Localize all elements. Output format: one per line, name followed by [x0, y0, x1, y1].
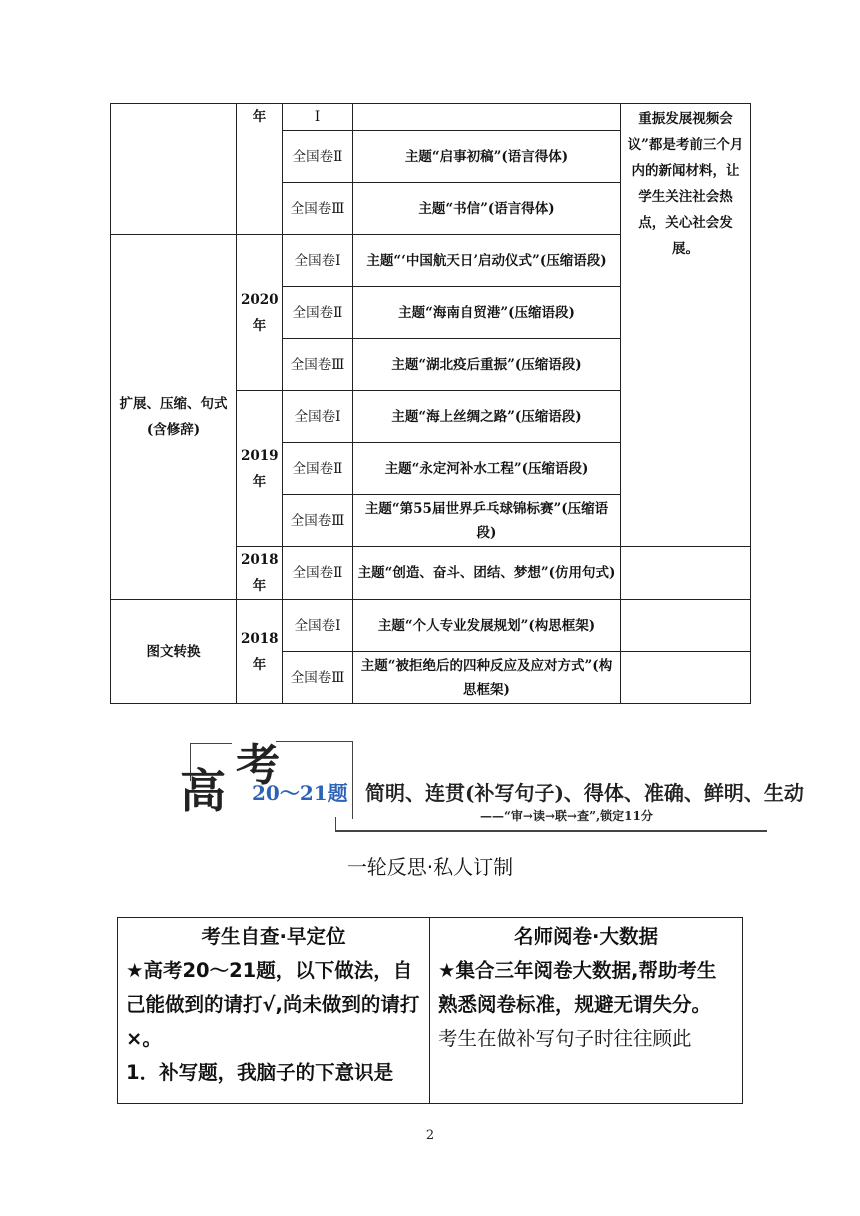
banner-topic: 简明、连贯(补写句子)、得体、准确、鲜明、生动 — [365, 781, 804, 805]
note-cell-empty — [621, 600, 751, 652]
review-table — [117, 917, 743, 1104]
banner-char-kao: 考 — [236, 740, 280, 791]
self-check-cell — [118, 918, 430, 1104]
note-cell-empty — [621, 652, 751, 704]
topic-cell — [353, 104, 621, 131]
topic-cell: 主题“海上丝绸之路”(压缩语段) — [353, 391, 621, 443]
page-number: 2 — [425, 1128, 435, 1143]
paper-cell: 全国卷Ⅰ — [283, 391, 353, 443]
category-cell-empty — [111, 104, 237, 235]
year-cell: 2018年 — [237, 547, 283, 600]
section-title: 一轮反思·私人订制 — [346, 855, 514, 879]
paper-cell: 全国卷Ⅱ — [283, 131, 353, 183]
teacher-review-intro: ★集合三年阅卷大数据,帮助考生熟悉阅卷标准，规避无谓失分。 — [438, 959, 717, 1016]
paper-cell: 全国卷Ⅲ — [283, 652, 353, 704]
gaokao-banner — [180, 735, 804, 835]
year-cell: 2019年 — [237, 391, 283, 547]
banner-char-gao: 高 — [180, 764, 226, 818]
topic-cell: 主题“海南自贸港”(压缩语段) — [353, 287, 621, 339]
paper-cell: 全国卷Ⅱ — [283, 547, 353, 600]
paper-cell: 全国卷Ⅲ — [283, 339, 353, 391]
topic-cell: 主题“第55届世界乒乓球锦标赛”(压缩语段) — [353, 495, 621, 547]
topic-cell: 主题“湖北疫后重振”(压缩语段) — [353, 339, 621, 391]
paper-cell: 全国卷Ⅰ — [283, 600, 353, 652]
paper-cell: 全国卷Ⅰ — [283, 235, 353, 287]
exam-analysis-table — [110, 103, 751, 704]
topic-cell: 主题“书信”(语言得体) — [353, 183, 621, 235]
self-check-heading: 考生自查·早定位 — [201, 925, 346, 948]
category-cell: 图文转换 — [111, 600, 237, 704]
self-check-instructions: ★高考20～21题，以下做法，自己能做到的请打√,尚未做到的请打×。 — [126, 959, 420, 1050]
topic-cell: 主题“个人专业发展规划”(构思框架) — [353, 600, 621, 652]
paper-cell: 全国卷Ⅲ — [283, 495, 353, 547]
paper-cell: 全国卷Ⅱ — [283, 287, 353, 339]
topic-cell: 主题“被拒绝后的四种反应及应对方式”(构思框架) — [353, 652, 621, 704]
year-cell: 2018年 — [237, 600, 283, 704]
banner-subtitle: ——“审→读→联→查”,锁定11分 — [480, 809, 653, 823]
note-cell: 重振发展视频会议”都是考前三个月内的新闻材料，让学生关注社会热点，关心社会发展。 — [621, 104, 751, 547]
year-cell: 年 — [237, 104, 283, 235]
topic-cell: 主题“‘中国航天日’启动仪式”(压缩语段) — [353, 235, 621, 287]
self-check-item: 1．补写题，我脑子的下意识是 — [126, 1061, 394, 1084]
topic-cell: 主题“创造、奋斗、团结、梦想”(仿用句式) — [353, 547, 621, 600]
topic-cell: 主题“启事初稿”(语言得体) — [353, 131, 621, 183]
banner-question-range: 20～21题 — [252, 781, 348, 805]
year-cell: 2020年 — [237, 235, 283, 391]
banner-rule — [335, 830, 767, 832]
paper-cell: 全国卷Ⅲ — [283, 183, 353, 235]
banner-rule — [190, 743, 232, 744]
banner-rule — [352, 741, 353, 819]
banner-rule — [335, 817, 336, 831]
paper-cell: 全国卷Ⅱ — [283, 443, 353, 495]
teacher-review-heading: 名师阅卷·大数据 — [514, 925, 658, 948]
teacher-review-text: 考生在做补写句子时往往顾此 — [438, 1027, 692, 1050]
category-cell: 扩展、压缩、句式(含修辞) — [111, 235, 237, 600]
teacher-review-cell — [430, 918, 743, 1104]
topic-cell: 主题“永定河补水工程”(压缩语段) — [353, 443, 621, 495]
note-cell-empty — [621, 547, 751, 600]
banner-rule — [276, 741, 352, 742]
paper-cell: Ⅰ — [283, 104, 353, 131]
